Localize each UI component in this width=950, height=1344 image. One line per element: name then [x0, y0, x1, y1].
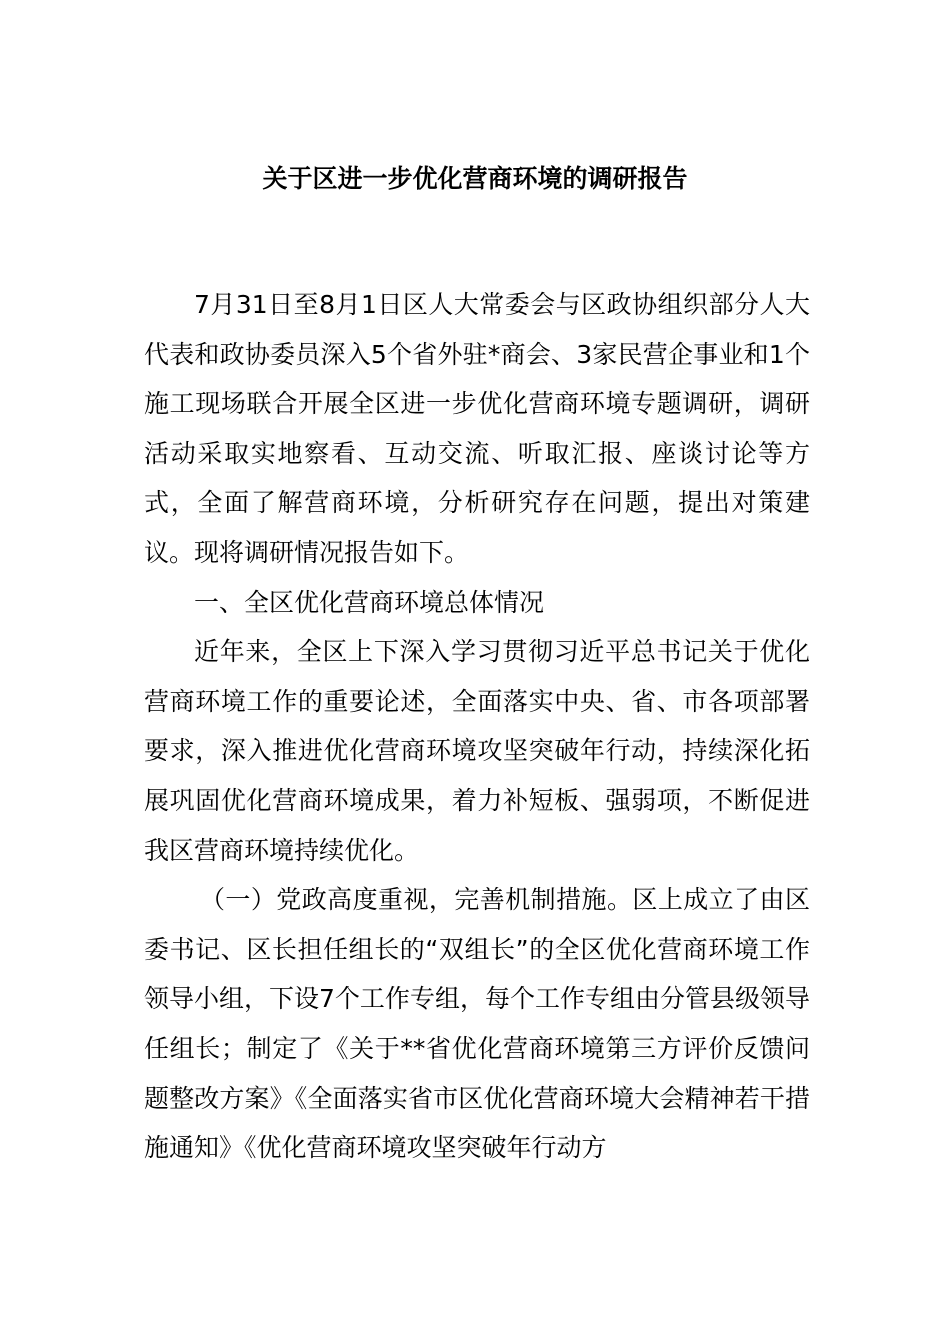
document-title: 关于区进一步优化营商环境的调研报告: [262, 164, 688, 193]
overview-paragraph: 近年来，全区上下深入学习贯彻习近平总书记关于优化营商环境工作的重要论述，全面落实中央、省、市各项部署要求，深入推进优化营商环境攻坚突破年行动，持续深化拓展巩固优化营商环境成果，着力补短板、强弱项，不断促进我区营商环境持续优化。: [144, 637, 810, 865]
subsection-paragraph: （一）党政高度重视，完善机制措施。区上成立了由区委书记、区长担任组长的“双组长”的全区优化营商环境工作领导小组，下设7个工作专组，每个工作专组由分管县级领导任组长；制定了《关于**省优化营商环境第三方评价反馈问题整改方案》《全面落实省市区优化营商环境大会精神若干措施通知》《优化营商环境攻坚突破年行动方: [144, 885, 810, 1163]
document-body: [144, 280, 810, 1173]
section-heading: 一、全区优化营商环境总体情况: [194, 587, 545, 617]
intro-paragraph: 7月31日至8月1日区人大常委会与区政协组织部分人大代表和政协委员深入5个省外驻*商会、3家民营企事业和1个施工现场联合开展全区进一步优化营商环境专题调研，调研活动采取实地察看、互动交流、听取汇报、座谈讨论等方式，全面了解营商环境，分析研究存在问题，提出对策建议。现将调研情况报告如下。: [144, 290, 810, 567]
